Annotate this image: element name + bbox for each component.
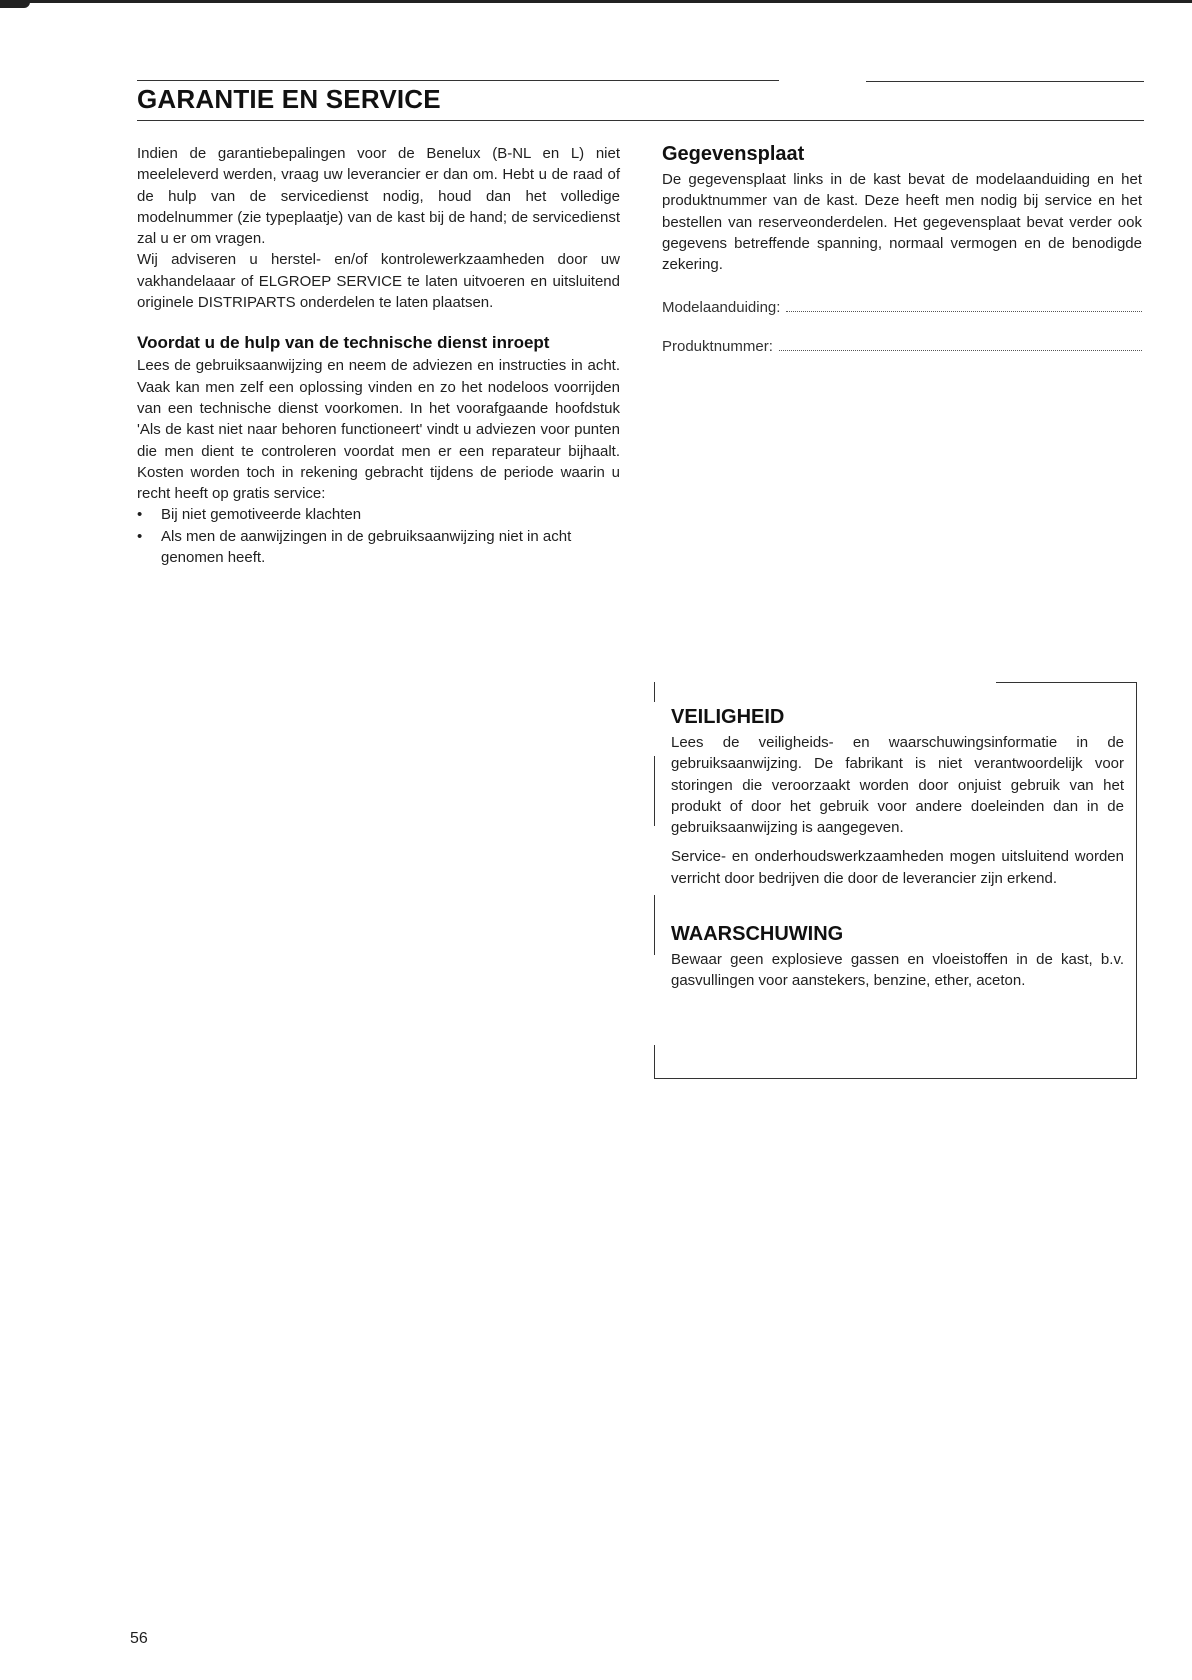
free-service-exceptions bbox=[137, 504, 620, 568]
list-item: • Bij niet gemotiveerde klachten bbox=[137, 504, 620, 525]
bullet-dot: • bbox=[137, 506, 143, 524]
safety-box-right-rule bbox=[1136, 682, 1137, 1078]
title-rule-top-right bbox=[866, 81, 1144, 82]
warning-heading: WAARSCHUWING bbox=[671, 923, 844, 946]
safety-box-bottom-rule bbox=[654, 1078, 1137, 1079]
page-number: 56 bbox=[130, 1630, 148, 1647]
safety-box-left-mark-4 bbox=[654, 1045, 655, 1078]
technical-service-heading: Voordat u de hulp van de technische dienst inroept bbox=[137, 333, 550, 353]
page-title: GARANTIE EN SERVICE bbox=[137, 84, 441, 114]
safety-paragraph-1: Lees de veiligheids- en waarschuwingsinformatie in de gebruiksaanwijzing. De fabrikant is niet verantwoordelijk voor storingen die veroorzaakt worden door onjuist gebruik van het produkt of door het gebruik voor andere doeleinden dan in de gebruiksaanwijzing is aangegeven. bbox=[671, 734, 1124, 837]
model-field bbox=[662, 299, 1142, 316]
title-rule-top-left bbox=[137, 80, 779, 81]
warning-body: Bewaar geen explosieve gassen en vloeistoffen in de kast, b.v. gasvullingen voor aanstekers, benzine, ether, aceton. bbox=[671, 951, 1124, 990]
data-plate-heading: Gegevensplaat bbox=[662, 143, 805, 165]
warranty-column bbox=[137, 143, 620, 568]
safety-paragraph-2: Service- en onderhoudswerkzaamheden mogen uitsluitend worden verricht door bedrijven die door de leverancier zijn erkend. bbox=[671, 848, 1124, 887]
top-corner-mark bbox=[0, 2, 30, 8]
technical-service-body: Lees de gebruiksaanwijzing en neem de adviezen en instructies in acht. Vaak kan men zelf een oplossing vinden en zo het nodeloos voorrijden van een technische dienst voorkomen. In het voorafgaande hoofdstuk 'Als de kast niet naar behoren functioneert' vindt u adviezen voor punten die men dient te controleren voordat men er een reparateur bijhaalt. Kosten worden toch in rekening gebracht tijdens de periode waarin u recht heeft op gratis service: bbox=[137, 357, 620, 503]
product-number-field bbox=[662, 338, 1142, 355]
model-label: Modelaanduiding: bbox=[662, 299, 781, 317]
data-plate-body: De gegevensplaat links in de kast bevat de modelaanduiding en het produktnummer van de kast. Deze heeft men nodig bij service en het bestellen van reserveonderdelen. Het gegevensplaat bevat verder ook gegevens betreffende spanning, normaal vermogen en de benodigde zekering. bbox=[662, 171, 1142, 274]
list-item: • Als men de aanwijzingen in de gebruiksaanwijzing niet in acht genomen heeft. bbox=[137, 527, 572, 567]
safety-box bbox=[671, 706, 1124, 992]
title-rule-bottom bbox=[137, 120, 1144, 121]
warranty-intro: Indien de garantiebepalingen voor de Benelux (B-NL en L) niet meeleleverd werden, vraag uw leverancier er dan om. Hebt u de raad of de hulp van de servicedienst nodig, houd dan het volledige modelnummer (zie typeplaatje) van de kast bij de hand; de servicedienst zal u er om vragen. bbox=[137, 145, 620, 248]
safety-box-top-rule bbox=[996, 682, 1136, 683]
product-number-blank bbox=[779, 338, 1142, 351]
product-number-label: Produktnummer: bbox=[662, 338, 773, 356]
model-blank bbox=[786, 299, 1142, 312]
safety-box-left-mark-3 bbox=[654, 895, 655, 955]
top-edge-line bbox=[0, 0, 1192, 3]
warranty-advice: Wij adviseren u herstel- en/of kontrolewerkzaamheden door uw vakhandelaaar of ELGROEP SERVICE te laten uitvoeren en uitsluitend originele DISTRIPARTS onderdelen te laten plaatsen. bbox=[137, 251, 620, 312]
data-plate-column bbox=[662, 143, 1142, 355]
safety-heading: VEILIGHEID bbox=[671, 706, 785, 728]
safety-box-left-mark-1 bbox=[654, 682, 655, 702]
safety-box-left-mark-2 bbox=[654, 756, 655, 826]
bullet-dot: • bbox=[137, 527, 143, 545]
